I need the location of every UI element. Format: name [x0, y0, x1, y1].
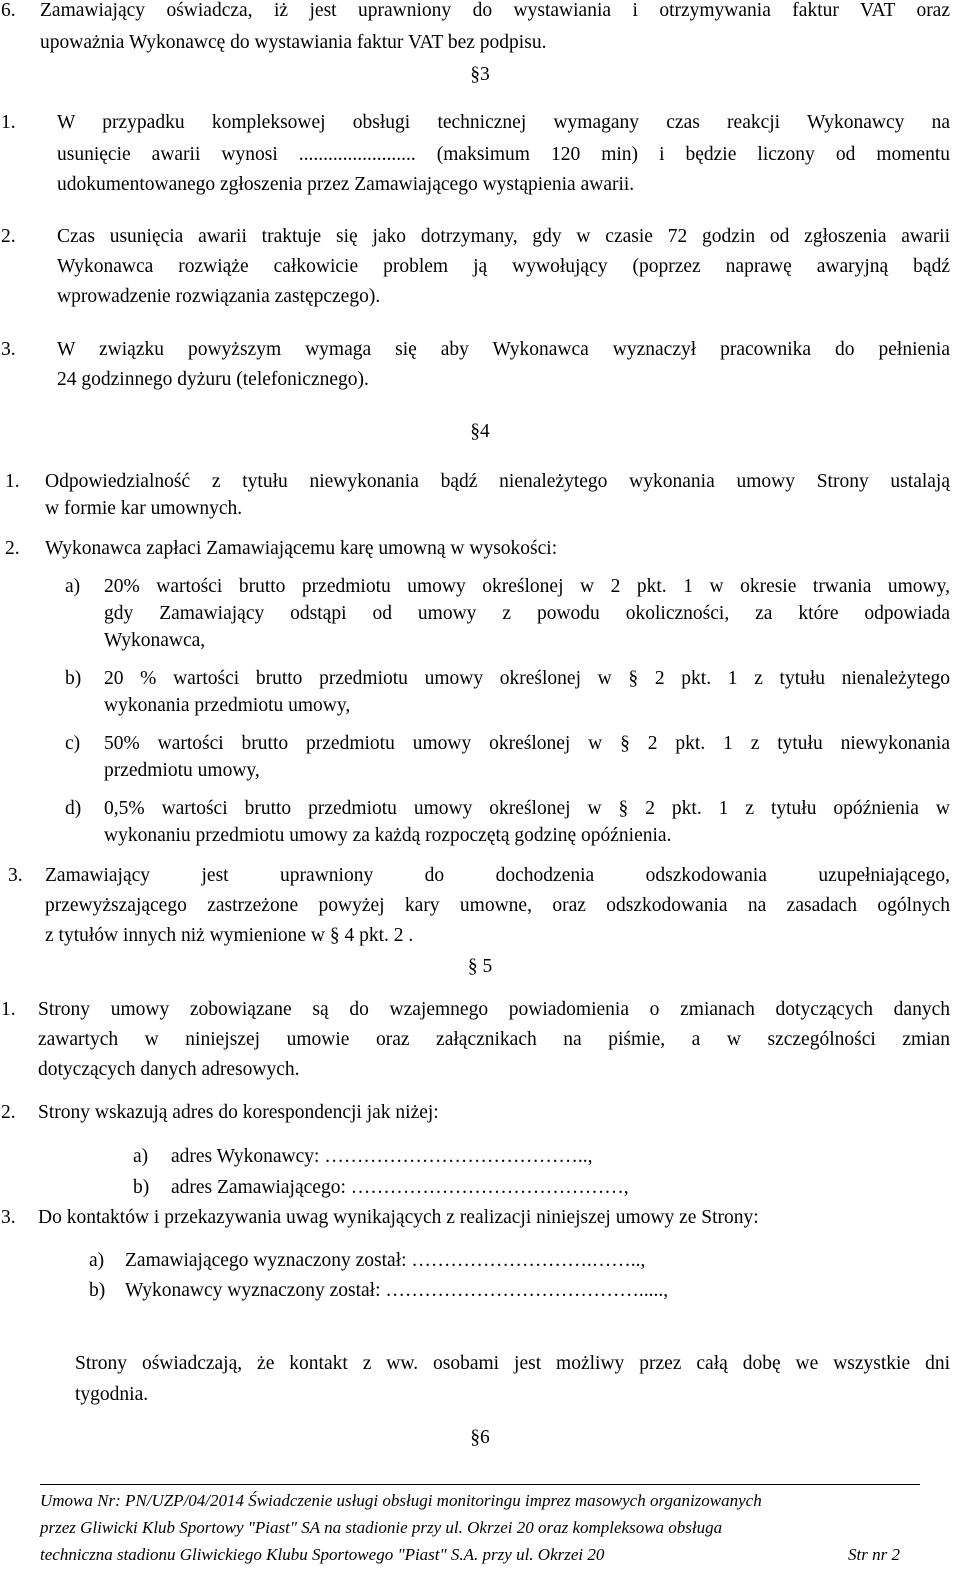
- list-marker: d): [65, 798, 82, 819]
- item-number: 2.: [5, 538, 20, 559]
- paragraph-line: wprowadzenie rozwiązania zastępczego).: [57, 286, 381, 307]
- paragraph-line: Wykonawca zapłaci Zamawiającemu karę umowną w wysokości:: [45, 538, 558, 559]
- paragraph-line: 24 godzinnego dyżuru (telefonicznego).: [57, 369, 369, 390]
- address-field-client: adres Zamawiającego: ……………………………………,: [171, 1177, 629, 1198]
- paragraph-line: Strony umowy zobowiązane są do wzajemnego powiadomienia o zmianach dotyczących danych: [38, 999, 950, 1020]
- paragraph-line: upoważnia Wykonawcę do wystawiania faktur VAT bez podpisu.: [40, 32, 547, 53]
- paragraph-line: Strony wskazują adres do korespondencji jak niżej:: [38, 1102, 439, 1123]
- list-marker: c): [65, 733, 81, 754]
- paragraph-line: Strony oświadczają, że kontakt z ww. osobami jest możliwy przez całą dobę we wszystkie dni: [75, 1353, 950, 1374]
- paragraph-line: Wykonawca rozwiąże całkowicie problem ją wywołujący (poprzez naprawę awaryjną bądź: [57, 256, 950, 277]
- paragraph-line: tygodnia.: [75, 1384, 149, 1405]
- section-heading: § 5: [467, 956, 493, 977]
- paragraph-line: dotyczących danych adresowych.: [38, 1059, 300, 1080]
- item-number: 6.: [1, 0, 16, 21]
- list-marker: a): [65, 576, 81, 597]
- paragraph-line: zawartych w niniejszej umowie oraz załącznikach na piśmie, a w szczególności zmian: [38, 1029, 950, 1050]
- paragraph-line: z tytułów innych niż wymienione w § 4 pkt. 2 .: [45, 925, 414, 946]
- section-heading: §4: [470, 421, 490, 442]
- item-number: 1.: [1, 999, 16, 1020]
- item-number: 1.: [5, 471, 20, 492]
- paragraph-line: W związku powyższym wymaga się aby Wykonawca wyznaczył pracownika do pełnienia: [57, 339, 950, 360]
- footer-line: techniczna stadionu Gliwickiego Klubu Sportowego "Piast" S.A. przy ul. Okrzei 20: [40, 1545, 605, 1564]
- contact-field-contractor: Wykonawcy wyznaczony został: ………………………………….....,: [125, 1280, 669, 1301]
- item-number: 2.: [1, 226, 16, 247]
- contact-field-client: Zamawiającego wyznaczony został: ……………………….……..,: [125, 1250, 646, 1271]
- footer-line: Umowa Nr: PN/UZP/04/2014 Świadczenie usługi obsługi monitoringu imprez masowych organizowanych: [40, 1491, 762, 1510]
- page-number: Str nr 2: [848, 1545, 900, 1564]
- list-item-line: przedmiotu umowy,: [104, 760, 260, 781]
- paragraph-line: Zamawiający oświadcza, iż jest uprawniony do wystawiania i otrzymywania faktur VAT oraz: [40, 0, 950, 21]
- list-item-line: wykonaniu przedmiotu umowy za każdą rozpoczętą godzinę opóźnienia.: [104, 825, 672, 846]
- paragraph-line: W przypadku kompleksowej obsługi technicznej wymagany czas reakcji Wykonawcy na: [57, 112, 950, 133]
- paragraph-line: usunięcie awarii wynosi ........................ (maksimum 120 min) i będzie liczony od momentu: [57, 144, 950, 165]
- item-number: 3.: [1, 339, 16, 360]
- paragraph-line: przewyższającego zastrzeżone powyżej kary umowne, oraz odszkodowania na zasadach ogólnych: [45, 895, 950, 916]
- list-marker: b): [65, 668, 82, 689]
- list-item-line: 0,5% wartości brutto przedmiotu umowy określonej w § 2 pkt. 1 z tytułu opóźnienia w: [104, 798, 950, 819]
- section-heading: §3: [470, 64, 490, 85]
- section-heading: §6: [470, 1427, 490, 1448]
- paragraph-line: Odpowiedzialność z tytułu niewykonania bądź nienależytego wykonania umowy Strony ustalają: [45, 471, 950, 492]
- list-marker: a): [133, 1146, 149, 1167]
- paragraph-line: Czas usunięcia awarii traktuje się jako dotrzymany, gdy w czasie 72 godzin od zgłoszenia awarii: [57, 226, 950, 247]
- list-marker: a): [89, 1250, 105, 1271]
- list-item-line: 20 % wartości brutto przedmiotu umowy określonej w § 2 pkt. 1 z tytułu nienależytego: [104, 668, 950, 689]
- list-item-line: 50% wartości brutto przedmiotu umowy określonej w § 2 pkt. 1 z tytułu niewykonania: [104, 733, 950, 754]
- footer-divider: [40, 1484, 920, 1485]
- list-item-line: Wykonawca,: [104, 630, 206, 651]
- address-field-contractor: adres Wykonawcy: …………………………………..,: [171, 1146, 593, 1167]
- item-number: 3.: [1, 1207, 16, 1228]
- item-number: 1.: [1, 112, 16, 133]
- list-item-line: wykonania przedmiotu umowy,: [104, 695, 351, 716]
- item-number: 3.: [8, 865, 23, 886]
- footer-line: przez Gliwicki Klub Sportowy "Piast" SA na stadionie przy ul. Okrzei 20 oraz kompleksowa obsługa: [40, 1518, 723, 1537]
- paragraph-line: Do kontaktów i przekazywania uwag wynikających z realizacji niniejszej umowy ze Strony:: [38, 1207, 759, 1228]
- list-marker: b): [89, 1280, 106, 1301]
- list-item-line: gdy Zamawiający odstąpi od umowy z powodu okoliczności, za które odpowiada: [104, 603, 950, 624]
- paragraph-line: Zamawiający jest uprawniony do dochodzenia odszkodowania uzupełniającego,: [45, 865, 950, 886]
- paragraph-line: udokumentowanego zgłoszenia przez Zamawiającego wystąpienia awarii.: [57, 174, 635, 195]
- paragraph-line: w formie kar umownych.: [45, 498, 243, 519]
- list-item-line: 20% wartości brutto przedmiotu umowy określonej w 2 pkt. 1 w okresie trwania umowy,: [104, 576, 950, 597]
- item-number: 2.: [1, 1102, 16, 1123]
- list-marker: b): [133, 1177, 150, 1198]
